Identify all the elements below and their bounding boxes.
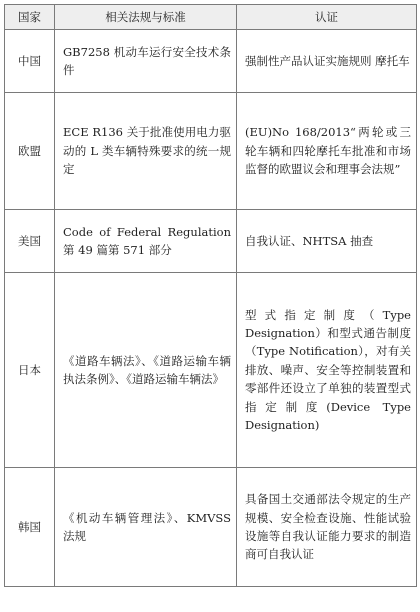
table-row-usa <box>5 210 417 273</box>
certification-cell: 型式指定制度（Type Designation）和型式通告制度（Type Notification），对有关排放、噪声、安全等控制装置和零部件还设立了单独的装置型式指定制度(Device Type Designation) <box>237 273 417 468</box>
country-cell: 韩国 <box>5 468 55 587</box>
certification-cell: 强制性产品认证实施规则 摩托车 <box>237 30 417 93</box>
table-row-korea <box>5 468 417 587</box>
header-row <box>5 5 417 30</box>
header-certification: 认证 <box>237 5 417 30</box>
country-cell: 日本 <box>5 273 55 468</box>
table-row-china <box>5 30 417 93</box>
table-row-japan <box>5 273 417 468</box>
standard-cell: ECE R136 关于批准使用电力驱动的 L 类车辆特殊要求的统一规定 <box>55 93 237 210</box>
regulation-table <box>4 4 417 587</box>
country-cell: 美国 <box>5 210 55 273</box>
standard-cell: Code of Federal Regulation 第 49 篇第 571 部分 <box>55 210 237 273</box>
standard-cell: 《机动车辆管理法》、KMVSS 法规 <box>55 468 237 587</box>
header-standard: 相关法规与标准 <box>55 5 237 30</box>
certification-cell: 具备国土交通部法令规定的生产规模、安全检查设施、性能试验设施等自我认证能力要求的制造商可自我认证 <box>237 468 417 587</box>
standard-cell: GB7258 机动车运行安全技术条件 <box>55 30 237 93</box>
standard-cell: 《道路车辆法》、《道路运输车辆执法条例》、《道路运输车辆法》 <box>55 273 237 468</box>
country-cell: 中国 <box>5 30 55 93</box>
country-cell: 欧盟 <box>5 93 55 210</box>
certification-cell: (EU)No 168/2013“两轮或三轮车辆和四轮摩托车批准和市场监督的欧盟议会和理事会法规” <box>237 93 417 210</box>
header-country: 国家 <box>5 5 55 30</box>
table-row-eu <box>5 93 417 210</box>
certification-cell: 自我认证、NHTSA 抽查 <box>237 210 417 273</box>
